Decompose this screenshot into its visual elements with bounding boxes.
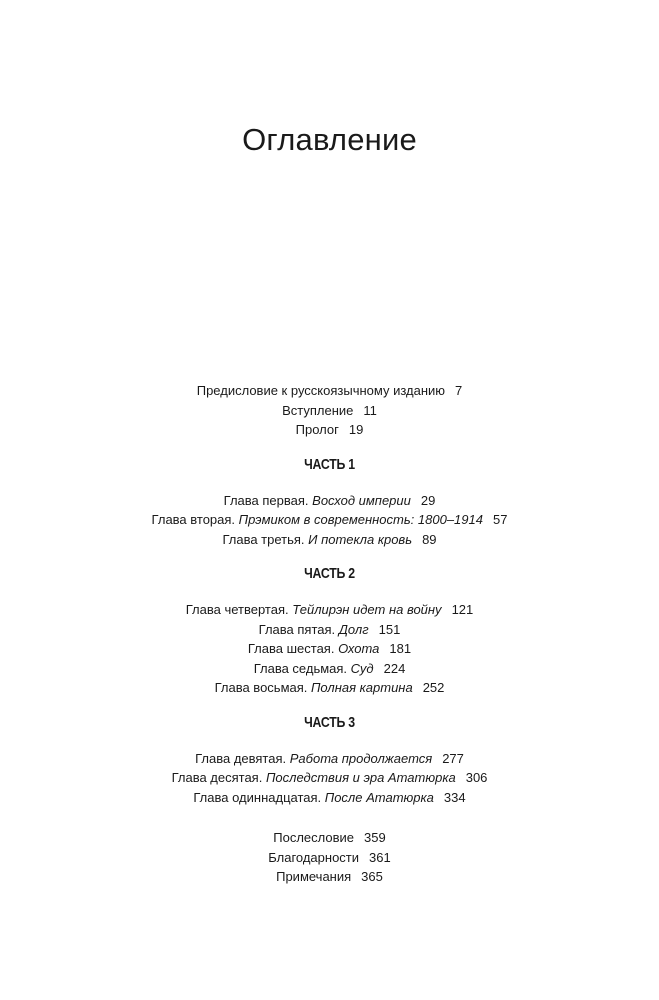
chapter-label: Глава шестая. xyxy=(247,641,335,656)
toc-entry xyxy=(0,768,659,788)
page-title: Оглавление xyxy=(242,122,417,157)
toc-entry xyxy=(0,381,659,401)
toc-page-number: 334 xyxy=(443,789,466,805)
toc-entry xyxy=(0,620,659,640)
toc-entry-label: Пролог xyxy=(295,422,339,437)
chapter-subtitle: Работа продолжается xyxy=(289,750,433,766)
chapter-subtitle: После Ататюрка xyxy=(324,789,434,805)
toc-page-number: 224 xyxy=(383,660,406,676)
spacer xyxy=(0,807,659,828)
toc-entry xyxy=(0,867,659,887)
chapter-subtitle: И потекла кровь xyxy=(308,531,413,547)
toc-page-number: 89 xyxy=(422,531,437,547)
part-heading: ЧАСТЬ 1 xyxy=(304,455,355,473)
chapter-label: Глава первая. xyxy=(223,492,309,508)
chapter-label: Глава одиннадцатая. xyxy=(193,789,322,805)
toc-page-number: 11 xyxy=(363,402,377,418)
toc-page-number: 365 xyxy=(361,869,383,884)
toc-entry xyxy=(0,749,659,769)
toc-entry-label: Примечания xyxy=(276,869,352,884)
toc-entry xyxy=(0,530,659,550)
toc-entry xyxy=(0,659,659,679)
toc-entry xyxy=(0,848,659,868)
toc-page-number: 277 xyxy=(442,750,464,766)
toc-page-number: 151 xyxy=(378,621,401,637)
chapter-subtitle: Прэмиком в современность: 1800–1914 xyxy=(238,512,483,527)
toc-entry xyxy=(0,510,659,530)
front-matter xyxy=(0,381,659,440)
toc-entry xyxy=(0,600,659,620)
back-matter xyxy=(0,828,659,887)
part-heading: ЧАСТЬ 2 xyxy=(304,565,355,582)
toc-page-number: 19 xyxy=(348,422,364,437)
toc-page-number: 57 xyxy=(492,512,508,527)
chapter-subtitle: Последствия и эра Ататюрка xyxy=(265,770,456,785)
part-heading: ЧАСТЬ 3 xyxy=(304,713,355,731)
toc-page-number: 7 xyxy=(455,383,463,398)
toc-page-number: 121 xyxy=(451,602,474,617)
toc-page-number: 306 xyxy=(465,770,488,785)
chapter-subtitle: Полная картина xyxy=(311,680,413,695)
part-chapters xyxy=(0,749,659,808)
toc-page-number: 252 xyxy=(422,680,445,695)
toc-page-number: 359 xyxy=(364,830,386,845)
toc-entry xyxy=(0,401,659,421)
part-chapters xyxy=(0,491,659,550)
chapter-label: Глава пятая. xyxy=(258,621,336,637)
toc-entry xyxy=(0,420,659,440)
toc-page-number: 361 xyxy=(369,849,391,865)
chapter-subtitle: Охота xyxy=(338,641,380,656)
toc-entry xyxy=(0,788,659,808)
chapter-subtitle: Суд xyxy=(350,660,374,676)
chapter-label: Глава десятая. xyxy=(171,770,263,785)
table-of-contents xyxy=(0,381,659,887)
chapter-label: Глава седьмая. xyxy=(253,660,348,676)
toc-page-number: 29 xyxy=(420,492,436,508)
chapter-label: Глава третья. xyxy=(222,531,305,547)
chapter-label: Глава девятая. xyxy=(195,750,287,766)
toc-entry-label: Вступление xyxy=(282,402,354,418)
chapter-subtitle: Долг xyxy=(338,621,369,637)
chapter-label: Глава четвертая. xyxy=(185,602,289,617)
toc-entry-label: Послесловие xyxy=(273,830,355,845)
chapter-label: Глава вторая. xyxy=(151,512,236,527)
toc-entry xyxy=(0,491,659,511)
toc-entry xyxy=(0,639,659,659)
chapter-subtitle: Восход империи xyxy=(312,492,411,508)
part-chapters xyxy=(0,600,659,698)
toc-entry-label: Благодарности xyxy=(268,849,360,865)
toc-entry xyxy=(0,678,659,698)
toc-entry xyxy=(0,828,659,848)
toc-page-number: 181 xyxy=(389,641,412,656)
chapter-subtitle: Тейлирэн идет на войну xyxy=(292,602,442,617)
toc-entry-label: Предисловие к русскоязычному изданию xyxy=(196,383,446,398)
chapter-label: Глава восьмая. xyxy=(214,680,308,695)
